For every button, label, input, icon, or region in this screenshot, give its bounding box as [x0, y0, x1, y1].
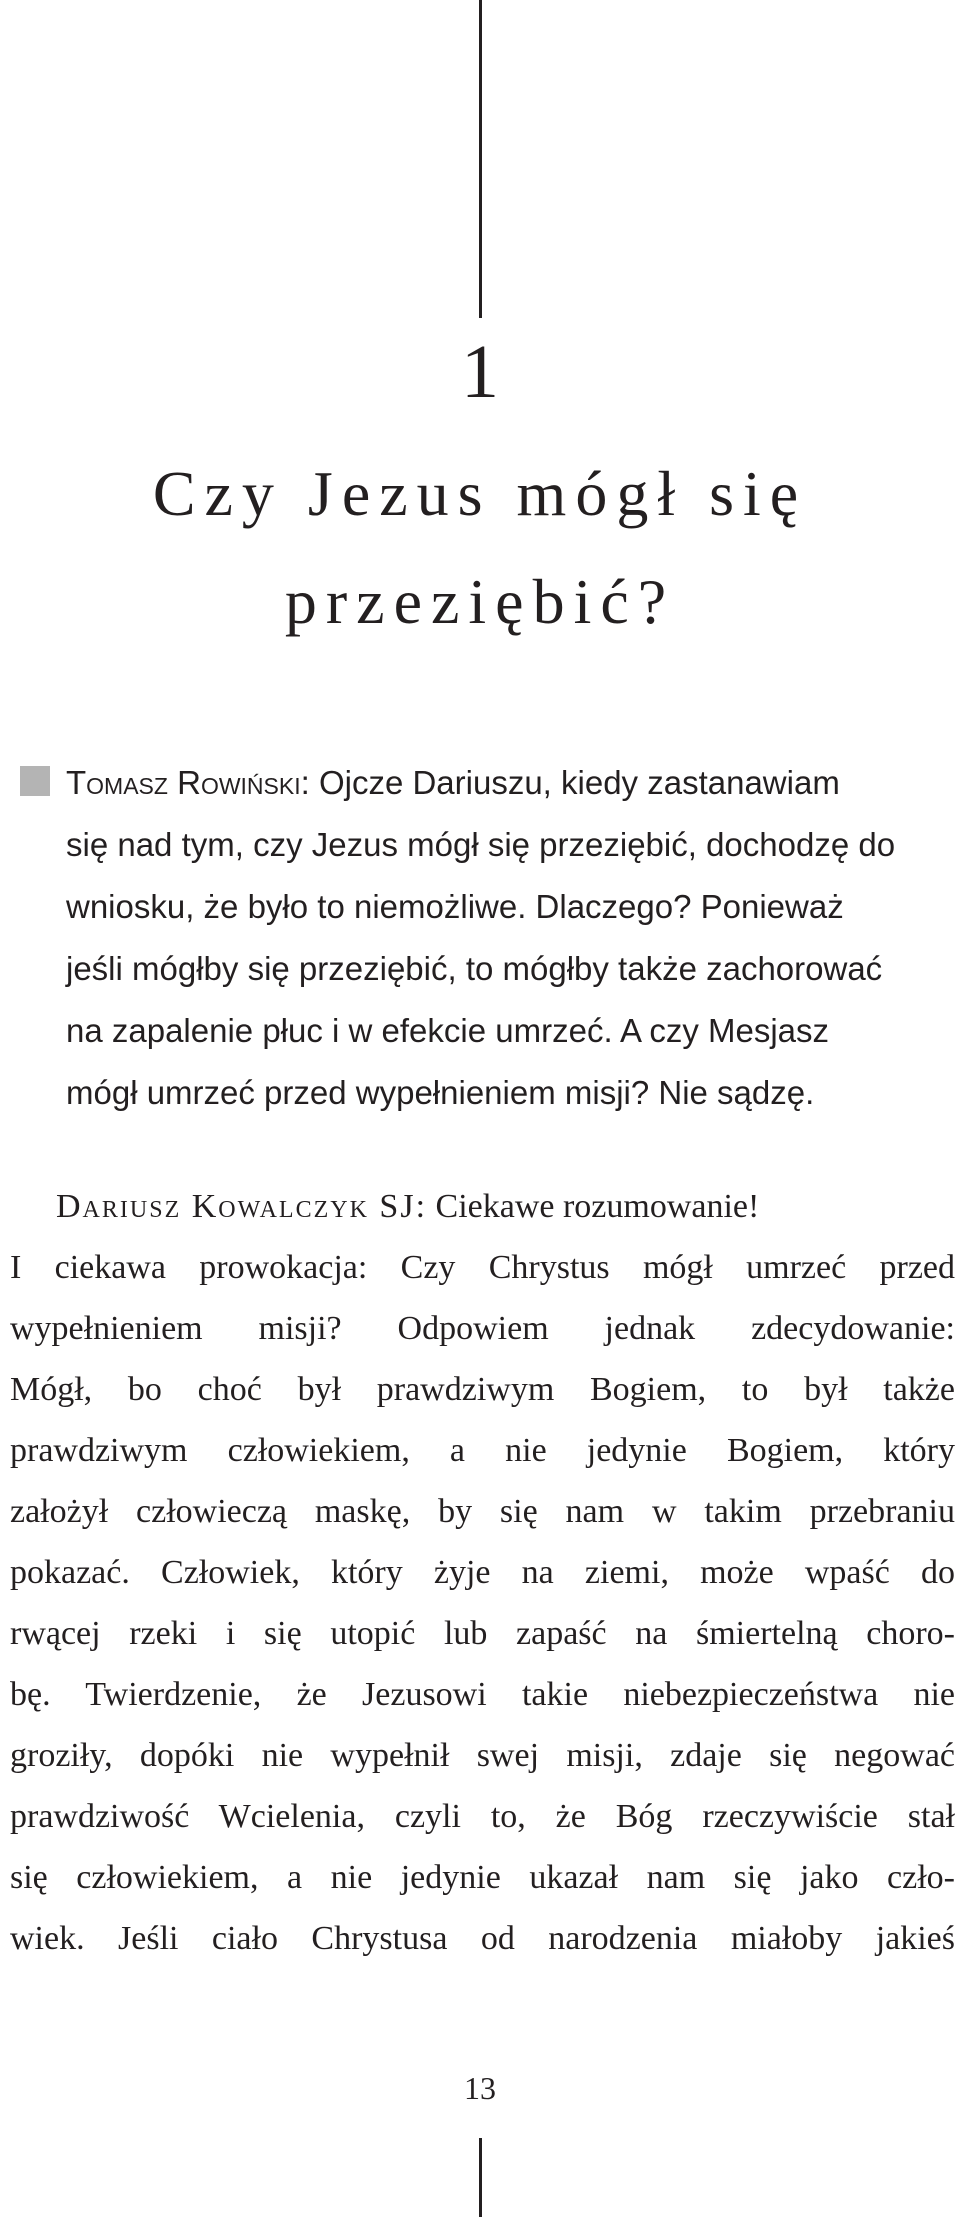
paragraph-line: prawdziwym człowiekiem, a nie jedynie Bogiem, który: [10, 1432, 955, 1469]
paragraph-line: bę. Twierdzenie, że Jezusowi takie niebezpieczeństwa nie: [10, 1676, 955, 1713]
line-text: Ciekawe rozumowanie!: [427, 1188, 760, 1225]
chapter-title-line: Czy Jezus mógł się: [152, 458, 808, 529]
paragraph-line: prawdziwość Wcielenia, czyli to, że Bóg rzeczywiście stał: [10, 1798, 955, 1835]
page-number: 13: [464, 2070, 496, 2106]
paragraph-line: pokazać. Człowiek, który żyje na ziemi, może wpaść do: [10, 1554, 955, 1591]
paragraph-line: się nad tym, czy Jezus mógł się przeziębić, dochodzę do: [66, 826, 896, 863]
chapter-number: 1: [461, 330, 499, 414]
chapter-title: [0, 440, 960, 656]
paragraph-line: mógł umrzeć przed wypełnieniem misji? Nie sądzę.: [66, 1074, 815, 1111]
paragraph-line: groziły, dopóki nie wypełnił swej misji, zdaje się negować: [10, 1737, 955, 1774]
paragraph-line: [10, 1176, 955, 1237]
square-bullet-icon: [20, 766, 50, 796]
paragraph-line: wiek. Jeśli ciało Chrystusa od narodzenia miałoby jakieś: [10, 1920, 955, 1957]
paragraph-line: Mógł, bo choć był prawdziwym Bogiem, to był także: [10, 1371, 955, 1408]
paragraph-line: [20, 752, 960, 814]
bottom-vertical-rule: [479, 2138, 482, 2217]
paragraph-line: jeśli mógłby się przeziębić, to mógłby także zachorować: [66, 950, 883, 987]
paragraph-line: na zapalenie płuc i w efekcie umrzeć. A czy Mesjasz: [66, 1012, 830, 1049]
line-text: Ojcze Dariuszu, kiedy zastanawiam: [309, 764, 840, 801]
paragraph-line: I ciekawa prowokacja: Czy Chrystus mógł umrzeć przed: [10, 1249, 955, 1286]
question-speaker: Tomasz Rowiński:: [66, 764, 310, 801]
paragraph-line: założył człowieczą maskę, by się nam w takim przebraniu: [10, 1493, 955, 1530]
paragraph-line: rwącej rzeki i się utopić lub zapaść na śmiertelną choro-: [10, 1615, 955, 1652]
question-paragraph: [20, 752, 960, 1124]
answer-speaker: Dariusz Kowalczyk SJ:: [56, 1188, 428, 1225]
chapter-title-line: przeziębić?: [284, 566, 676, 637]
paragraph-line: wypełnieniem misji? Odpowiem jednak zdecydowanie:: [10, 1310, 955, 1347]
top-vertical-rule: [479, 0, 482, 318]
answer-paragraph: [10, 1176, 955, 1969]
paragraph-line: się człowiekiem, a nie jedynie ukazał nam się jako czło-: [10, 1859, 955, 1896]
paragraph-line: wniosku, że było to niemożliwe. Dlaczego? Ponieważ: [66, 888, 844, 925]
